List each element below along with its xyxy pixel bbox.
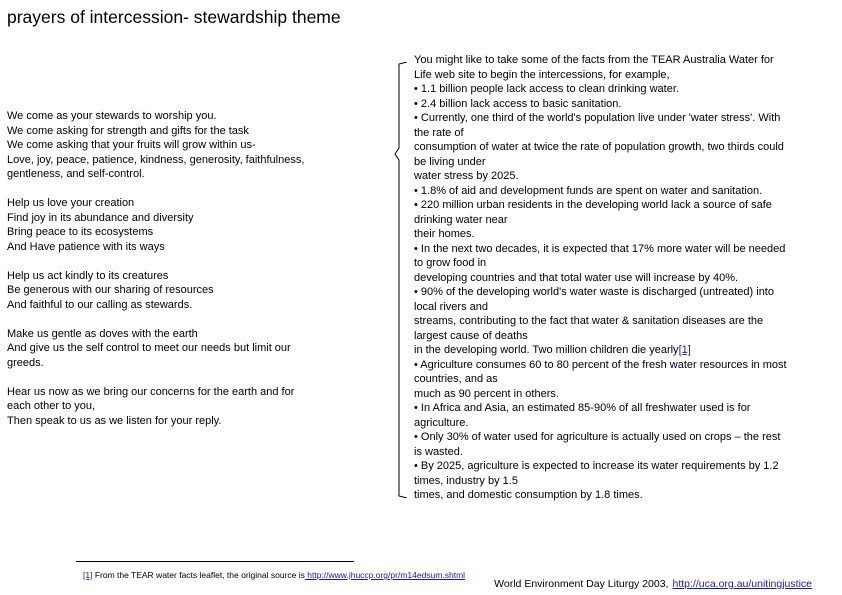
fact-line: their homes. <box>414 228 475 240</box>
fact-line: times, and domestic consumption by 1.8 times. <box>414 489 643 501</box>
fact-line: drinking water near <box>414 213 508 226</box>
prayer-line: greeds. <box>7 356 44 369</box>
fact-line: much as 90 percent in others. <box>414 387 559 400</box>
fact-line: developing countries and that total water use will increase by 40%. <box>414 271 739 284</box>
footnote-ref-link[interactable]: [1] <box>678 344 691 356</box>
prayer-line: We come as your stewards to worship you. <box>7 110 217 122</box>
fact-line-text: in the developing world. Two million children die yearly <box>414 344 679 356</box>
fact-line: • 1.8% of aid and development funds are spent on water and sanitation. <box>414 184 763 197</box>
fact-line: • 2.4 billion lack access to basic sanitation. <box>414 97 622 110</box>
fact-line: water stress by 2025. <box>414 170 519 182</box>
prayer-line: Bring peace to its ecosystems <box>7 226 154 238</box>
footnote-source-link[interactable]: http://www.jhuccp.org/pr/m14edsum.shtml <box>304 570 466 580</box>
fact-line: consumption of water at twice the rate of population growth, two thirds could <box>414 141 784 153</box>
fact-line: • 90% of the developing world's water waste is discharged (untreated) into <box>414 286 774 298</box>
fact-line: countries, and as <box>414 373 498 385</box>
prayer-line: And Have patience with its ways <box>7 240 165 253</box>
fact-line: • Only 30% of water used for agriculture is actually used on crops – the rest <box>414 431 781 443</box>
page-footer <box>494 578 812 590</box>
fact-line: times, industry by 1.5 <box>414 474 518 487</box>
prayer-line: gentleness, and self-control. <box>7 168 145 180</box>
prayer-line: Then speak to us as we listen for your reply. <box>7 414 222 427</box>
fact-line: • 1.1 billion people lack access to clean drinking water. <box>414 83 679 95</box>
prayer-stanza <box>7 269 337 313</box>
fact-line: streams, contributing to the fact that water & sanitation diseases are the <box>414 315 764 327</box>
prayer-stanza <box>7 327 337 371</box>
fact-line <box>414 343 824 358</box>
footnote <box>83 570 465 581</box>
prayer-column <box>7 109 337 443</box>
fact-line: agriculture. <box>414 416 469 429</box>
footer-link[interactable]: http://uca.org.au/unitingjustice <box>672 578 812 590</box>
prayer-stanza <box>7 196 337 254</box>
prayer-line: Find joy in its abundance and diversity <box>7 211 194 224</box>
prayer-stanza <box>7 109 337 182</box>
prayer-line: Help us love your creation <box>7 197 135 209</box>
prayer-line: Love, joy, peace, patience, kindness, generosity, faithfulness, <box>7 153 305 166</box>
footnote-marker-link[interactable]: [1] <box>83 570 93 580</box>
fact-line: to grow food in <box>414 257 487 269</box>
prayer-line: Hear us now as we bring our concerns for the earth and for <box>7 385 295 398</box>
fact-line: You might like to take some of the facts from the TEAR Australia Water for <box>414 54 774 66</box>
prayer-line: each other to you, <box>7 400 96 412</box>
fact-line: is wasted. <box>414 445 463 458</box>
footnote-divider <box>76 561 354 562</box>
fact-line: the rate of <box>414 126 464 139</box>
fact-line: • Agriculture consumes 60 to 80 percent of the fresh water resources in most <box>414 358 787 371</box>
page-title: prayers of intercession- stewardship theme <box>7 7 341 27</box>
fact-line: • 220 million urban residents in the developing world lack a source of safe <box>414 199 772 211</box>
fact-line: largest cause of deaths <box>414 329 528 342</box>
bracket-divider <box>394 62 408 498</box>
prayer-line: We come asking for strength and gifts for the task <box>7 124 249 137</box>
prayer-line: Help us act kindly to its creatures <box>7 269 169 282</box>
fact-line: Life web site to begin the intercessions, for example, <box>414 68 670 81</box>
fact-line: local rivers and <box>414 300 488 313</box>
prayer-line: Make us gentle as doves with the earth <box>7 327 198 340</box>
fact-line: be living under <box>414 155 486 168</box>
facts-column <box>414 53 824 503</box>
fact-line: • Currently, one third of the world's population live under 'water stress'. With <box>414 112 781 124</box>
footnote-text: From the TEAR water facts leaflet, the original source is <box>92 570 305 580</box>
prayer-line: We come asking that your fruits will grow within us- <box>7 139 256 151</box>
prayer-stanza <box>7 385 337 429</box>
footer-text: World Environment Day Liturgy 2003, <box>494 578 669 590</box>
fact-line: • In the next two decades, it is expected that 17% more water will be needed <box>414 242 786 255</box>
prayer-line: And give us the self control to meet our needs but limit our <box>7 342 291 354</box>
fact-line: • By 2025, agriculture is expected to increase its water requirements by 1.2 <box>414 460 779 472</box>
prayer-line: Be generous with our sharing of resources <box>7 284 214 296</box>
prayer-line: And faithful to our calling as stewards. <box>7 298 193 311</box>
fact-line: • In Africa and Asia, an estimated 85-90% of all freshwater used is for <box>414 402 751 414</box>
